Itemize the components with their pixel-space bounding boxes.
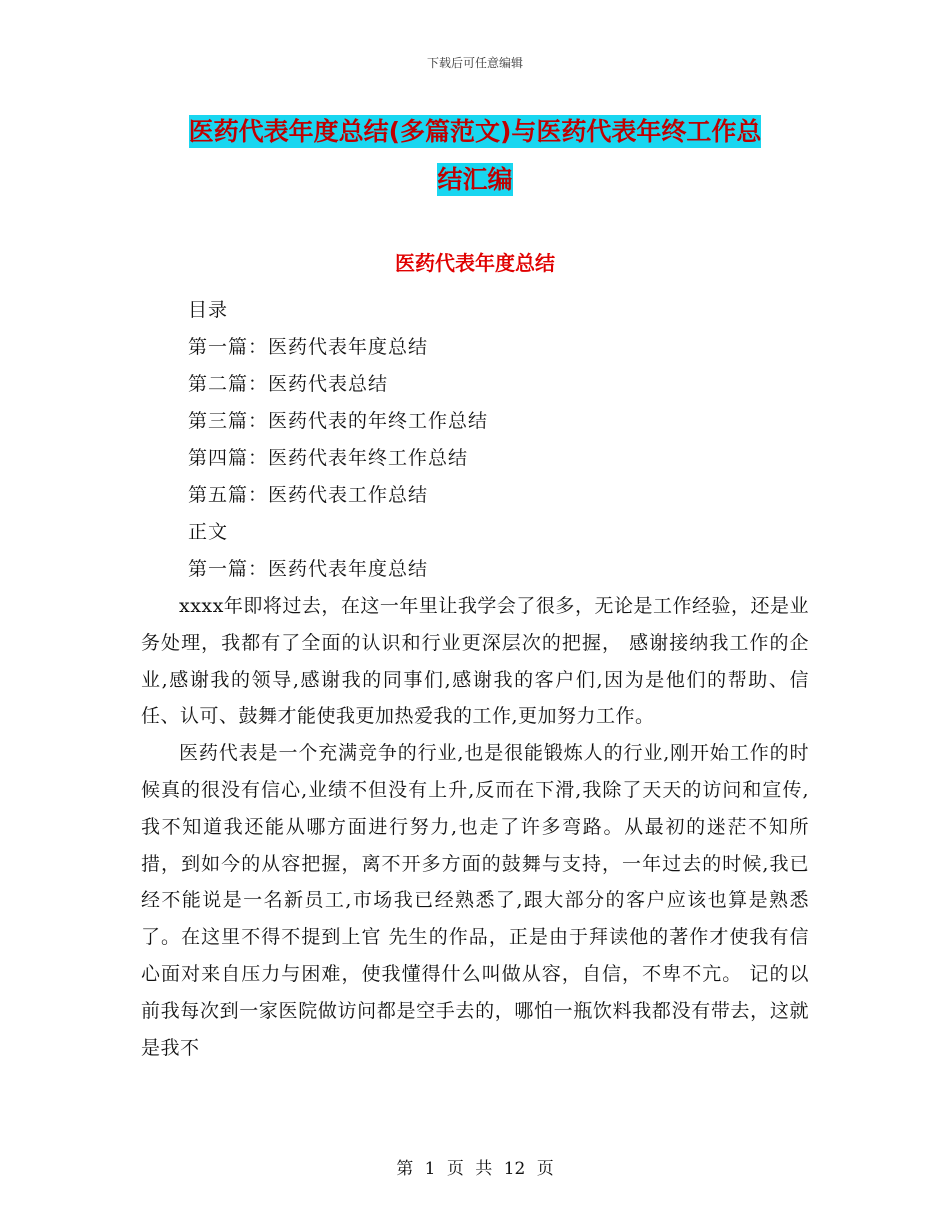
toc-item: 第五篇：医药代表工作总结 (188, 484, 429, 506)
toc-item: 第三篇：医药代表的年终工作总结 (188, 410, 489, 432)
toc-item: 正文 (188, 521, 229, 543)
header-note: 下载后可任意编辑 (426, 56, 523, 70)
paragraph: xxxx年即将过去，在这一年里让我学会了很多，无论是工作经验，还是业务处理，我都有了全面的认识和行业更深层次的把握， 感谢接纳我工作的企业,感谢我的领导,感谢我的同事们,感谢我的客户们,因为是他们的帮助、信任、认可、鼓舞才能使我更加热爱我的工作,更加努力工作。 (141, 595, 809, 728)
title-line-1: 医药代表年度总结(多篇范文)与医药代表年终工作总 (188, 117, 762, 146)
document-title (140, 108, 810, 204)
toc-item: 目录 (188, 299, 229, 321)
toc-item: 第二篇：医药代表总结 (188, 373, 389, 395)
page-footer: 第 1 页 共 12 页 (396, 1159, 554, 1179)
paragraph: 医药代表是一个充满竞争的行业,也是很能锻炼人的行业,刚开始工作的时候真的很没有信心,业绩不但没有上升,反而在下滑,我除了天天的访问和宣传,我不知道我还能从哪方面进行努力,也走了许多弯路。从最初的迷茫不知所措，到如今的从容把握，离不开多方面的鼓舞与支持，一年过去的时候,我已经不能说是一名新员工,市场我已经熟悉了,跟大部分的客户应该也算是熟悉了。在这里不得不提到上官 先生的作品，正是由于拜读他的著作才使我有信心面对来自压力与困难，使我懂得什么叫做从容，自信，不卑不亢。 记的以前我每次到一家医院做访问都是空手去的，哪怕一瓶饮料我都没有带去，这就是我不 (141, 742, 809, 1059)
table-of-contents (188, 292, 488, 588)
toc-item: 第一篇：医药代表年度总结 (188, 558, 429, 580)
section-title: 医药代表年度总结 (395, 251, 555, 275)
toc-item: 第一篇：医药代表年度总结 (188, 336, 429, 358)
toc-item: 第四篇：医药代表年终工作总结 (188, 447, 469, 469)
body-text (141, 588, 809, 1066)
title-line-2: 结汇编 (437, 165, 513, 194)
